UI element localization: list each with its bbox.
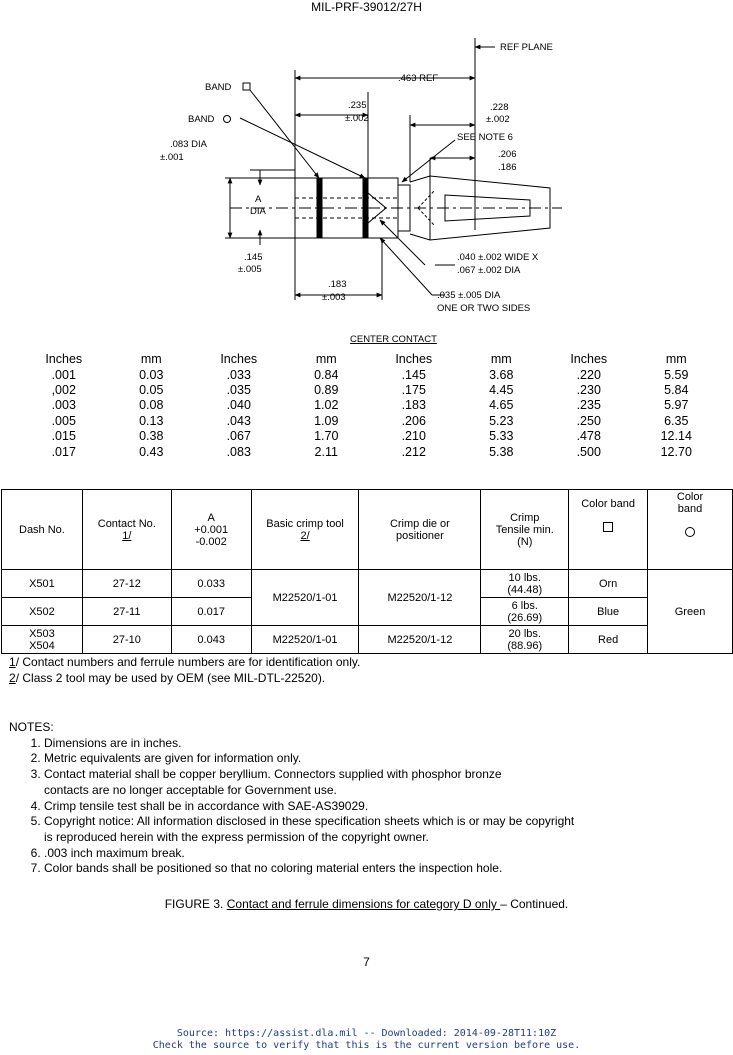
label-dim-463: .463 REF — [398, 73, 439, 84]
table-cell: 5.38 — [489, 444, 514, 459]
header-crimp-die: Crimp die or positioner — [359, 490, 481, 570]
table-row — [20, 414, 720, 429]
table-cell: 0.38 — [139, 429, 164, 444]
table-cell: .005 — [51, 413, 76, 428]
label-dim-145-tol: ±.005 — [238, 264, 262, 275]
document-id: MIL-PRF-39012/27H — [311, 0, 422, 14]
header-a: A +0.001 -0.002 — [171, 490, 251, 570]
center-contact-drawing — [150, 30, 580, 348]
label-dim-183: .183 — [328, 279, 347, 290]
table-cell: .212 — [401, 444, 426, 459]
header-contact-no: Contact No. 1/ — [82, 490, 171, 570]
header-cell: mm — [665, 352, 687, 367]
header-cell: Inches — [45, 352, 83, 367]
header-dash-no: Dash No. — [2, 490, 83, 570]
table-cell: .235 — [576, 398, 601, 413]
table-cell: 5.97 — [664, 398, 689, 413]
table-cell: .040 — [226, 398, 251, 413]
table-cell: 0.08 — [139, 398, 164, 413]
table-cell: .033 — [226, 367, 251, 382]
cell-dash: X502 — [2, 598, 83, 626]
cell-crimp-tool: M22520/1-01 — [251, 626, 359, 654]
cell-color: Orn — [569, 570, 648, 598]
table-cell: 5.59 — [664, 367, 689, 382]
label-dim-235: .235 — [348, 100, 367, 111]
header-cell: Inches — [220, 352, 258, 367]
source-notice — [0, 1028, 733, 1052]
table-cell: .220 — [576, 367, 601, 382]
header-cell: Inches — [395, 352, 433, 367]
table-cell: 3.68 — [489, 367, 514, 382]
label-dim-067: .067 ±.002 DIA — [457, 265, 521, 276]
circle-symbol-icon — [685, 527, 695, 537]
table-cell: 4.45 — [489, 382, 514, 397]
notes-section — [9, 720, 709, 877]
table-cell: 0.03 — [139, 367, 164, 382]
note-3: 3. Contact material shall be copper beryllium. Connectors supplied with phosphor bronze contacts are no longer acceptable for Government use. — [44, 767, 709, 798]
label-dim-035: .035 ±.005 DIA — [437, 290, 501, 301]
label-dim-a: A — [255, 194, 262, 205]
footnote-1: 1/ Contact numbers and ferrule numbers are for identification only. — [9, 655, 361, 669]
label-ref-plane: REF PLANE — [500, 42, 553, 53]
cell-tensile: 10 lbs. (44.48) — [481, 570, 569, 598]
label-band-square: BAND — [205, 82, 232, 93]
table-cell: 1.70 — [314, 429, 339, 444]
figure-caption: FIGURE 3. Contact and ferrule dimensions for category D only – Continued. — [164, 897, 569, 911]
cell-tensile: 6 lbs. (26.69) — [481, 598, 569, 626]
cell-dash: X501 — [2, 570, 83, 598]
table-cell: 6.35 — [664, 413, 689, 428]
table-row — [20, 398, 720, 413]
drawing-caption: CENTER CONTACT — [350, 334, 437, 345]
label-dim-228: .228 — [490, 102, 509, 113]
label-see-note: SEE NOTE 6 — [457, 132, 513, 143]
table-cell: 0.43 — [139, 444, 164, 459]
footnote-2: 2/ Class 2 tool may be used by OEM (see MIL-DTL-22520). — [9, 671, 326, 685]
notes-title: NOTES: — [9, 720, 54, 734]
table-cell: .015 — [51, 429, 76, 444]
table-cell: .145 — [401, 367, 426, 382]
table-cell: .478 — [576, 429, 601, 444]
table-cell: 12.14 — [660, 429, 692, 444]
table-cell: 0.89 — [314, 382, 339, 397]
table-row — [2, 570, 733, 598]
cell-tensile: 20 lbs. (88.96) — [481, 626, 569, 654]
table-cell: .175 — [401, 382, 426, 397]
cell-color: Red — [569, 626, 648, 654]
label-dim-040: .040 ±.002 WIDE X — [457, 252, 539, 263]
table-row — [20, 429, 720, 444]
label-dim-dia: DIA — [250, 206, 266, 217]
table-cell: ,002 — [51, 382, 76, 397]
table-cell: 4.65 — [489, 398, 514, 413]
header-color-band-circle: Color band — [648, 490, 733, 570]
cell-a: 0.017 — [171, 598, 251, 626]
label-dim-083: .083 DIA — [170, 139, 207, 150]
table-cell: .250 — [576, 413, 601, 428]
table-cell: .043 — [226, 413, 251, 428]
cell-a: 0.043 — [171, 626, 251, 654]
table-cell: .067 — [226, 429, 251, 444]
note-1: 1. Dimensions are in inches. — [44, 736, 709, 752]
cell-a: 0.033 — [171, 570, 251, 598]
label-band-circle: BAND — [188, 114, 215, 125]
table-cell: .083 — [226, 444, 251, 459]
header-cell: mm — [140, 352, 162, 367]
note-2: 2. Metric equivalents are given for information only. — [44, 751, 709, 767]
table-cell: 12.70 — [660, 444, 692, 459]
cell-crimp-tool-merged: M22520/1-01 — [251, 570, 359, 626]
table-cell: 0.13 — [139, 413, 164, 428]
note-7: 7. Color bands shall be positioned so that no coloring material enters the inspection hole. — [44, 861, 709, 877]
cell-contact: 27-10 — [82, 626, 171, 654]
cell-dash: X503 X504 — [2, 626, 83, 654]
note-6: 6. .003 inch maximum break. — [44, 846, 709, 862]
table-header-row — [2, 490, 733, 570]
source-line-1: Source: https://assist.dla.mil -- Downloaded: 2014-09-28T11:10Z — [176, 1028, 557, 1039]
label-dim-235-tol: ±.002 — [345, 113, 369, 124]
header-cell: mm — [490, 352, 512, 367]
label-dim-228-tol: ±.002 — [486, 114, 510, 125]
cell-crimp-die-merged: M22520/1-12 — [359, 570, 481, 626]
table-row — [20, 383, 720, 398]
table-cell: .017 — [51, 444, 76, 459]
table-cell: .500 — [576, 444, 601, 459]
note-4: 4. Crimp tensile test shall be in accordance with SAE-AS39029. — [44, 799, 709, 815]
conversion-table — [20, 352, 720, 460]
square-symbol-icon — [603, 522, 613, 532]
table-cell: 5.84 — [664, 382, 689, 397]
table-cell: .183 — [401, 398, 426, 413]
table-cell: 1.09 — [314, 413, 339, 428]
table-cell: 0.84 — [314, 367, 339, 382]
dash-number-table — [1, 489, 733, 654]
label-dim-186: .186 — [498, 162, 517, 173]
table-cell: .206 — [401, 413, 426, 428]
table-row — [20, 367, 720, 382]
conversion-header-row — [20, 352, 720, 367]
header-cell: Inches — [570, 352, 608, 367]
header-crimp-tool: Basic crimp tool 2/ — [251, 490, 359, 570]
cell-crimp-die: M22520/1-12 — [359, 626, 481, 654]
source-line-2: Check the source to verify that this is the current version before use. — [152, 1040, 581, 1051]
table-row — [20, 444, 720, 459]
label-dim-145: .145 — [244, 252, 263, 263]
table-cell: 1.02 — [314, 398, 339, 413]
table-cell: .035 — [226, 382, 251, 397]
cell-contact: 27-11 — [82, 598, 171, 626]
table-row — [2, 626, 733, 654]
label-dim-183-tol: ±.003 — [322, 292, 346, 303]
table-cell: .003 — [51, 398, 76, 413]
table-cell: .210 — [401, 429, 426, 444]
header-color-band-square: Color band — [569, 490, 648, 570]
table-cell: .001 — [51, 367, 76, 382]
header-cell: mm — [315, 352, 337, 367]
table-cell: 2.11 — [314, 444, 338, 459]
table-cell: .230 — [576, 382, 601, 397]
table-cell: 0.05 — [139, 382, 164, 397]
table-cell: 5.33 — [489, 429, 514, 444]
page-number: 7 — [363, 955, 370, 969]
header-tensile: Crimp Tensile min. (N) — [481, 490, 569, 570]
cell-color: Blue — [569, 598, 648, 626]
label-dim-206: .206 — [498, 149, 517, 160]
cell-band-merged: Green — [648, 570, 733, 654]
table-cell: 5.23 — [489, 413, 514, 428]
cell-contact: 27-12 — [82, 570, 171, 598]
label-dim-035b: ONE OR TWO SIDES — [437, 303, 531, 314]
note-5: 5. Copyright notice: All information disclosed in these specification sheets which is or may be copyright is reproduced herein with the express permission of the copyright owner. — [44, 814, 709, 845]
label-dim-083-tol: ±.001 — [160, 152, 184, 163]
